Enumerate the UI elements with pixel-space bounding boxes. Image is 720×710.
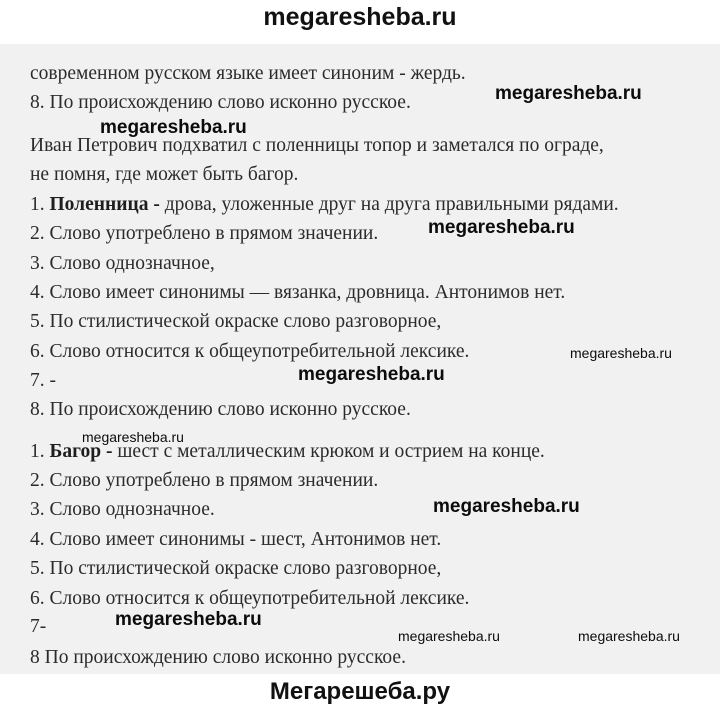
text-line-3: Иван Петрович подхватил с поленницы топор и заметался по ограде, [30,135,604,156]
item-number: 1. [30,194,50,215]
text-line-19: 7- [30,616,47,637]
text-line-20: 8 По происхождению слово исконно русское. [30,647,406,668]
text-line-4: не помня, где может быть багор. [30,164,299,185]
text-line-10: 6. Слово относится к общеупотребительной лексике. [30,341,470,362]
text-line-2: 8. По происхождению слово исконно русское. [30,92,411,113]
scanned-page [0,44,720,674]
watermark: megaresheba.ru [298,364,445,385]
text-line-14: 2. Слово употреблено в прямом значении. [30,470,379,491]
text-line-18: 6. Слово относится к общеупотребительной лексике. [30,588,470,609]
watermark: megaresheba.ru [398,628,500,644]
text-line-11: 7. - [30,370,56,391]
text-line-15: 3. Слово однозначное. [30,499,215,520]
watermark: megaresheba.ru [115,609,262,630]
text-line-1: современном русском языке имеет синоним - жердь. [30,63,466,84]
site-footer-text: Мегарешеба.ру [269,678,451,705]
text-line-16: 4. Слово имеет синонимы - шест, Антонимов нет. [30,529,442,550]
text-line-12: 8. По происхождению слово исконно русское. [30,399,411,420]
term-bagor: Багор - [49,441,113,462]
watermark: megaresheba.ru [495,83,642,104]
text-line-7: 3. Слово однозначное, [30,253,215,274]
site-footer [0,674,720,710]
text-line-5 [30,193,619,217]
text-line-8: 4. Слово имеет синонимы — вязанка, дровница. Антонимов нет. [30,282,566,303]
definition-text: шест с металлическим крюком и острием на конце. [112,441,545,462]
text-line-6: 2. Слово употреблено в прямом значении. [30,223,379,244]
term-polennitsa: Поленница - [49,194,160,215]
watermark: megaresheba.ru [82,429,184,445]
definition-text: дрова, уложенные друг на друга правильными рядами. [159,194,619,215]
watermark: megaresheba.ru [433,496,580,517]
text-line-9: 5. По стилистической окраске слово разговорное, [30,311,442,332]
text-line-17: 5. По стилистической окраске слово разговорное, [30,558,442,579]
site-header-text: megaresheba.ru [263,3,457,31]
item-number: 1. [30,441,50,462]
watermark: megaresheba.ru [428,217,575,238]
watermark: megaresheba.ru [570,345,672,361]
watermark: megaresheba.ru [100,117,247,138]
site-header [0,0,720,44]
watermark: megaresheba.ru [578,628,680,644]
